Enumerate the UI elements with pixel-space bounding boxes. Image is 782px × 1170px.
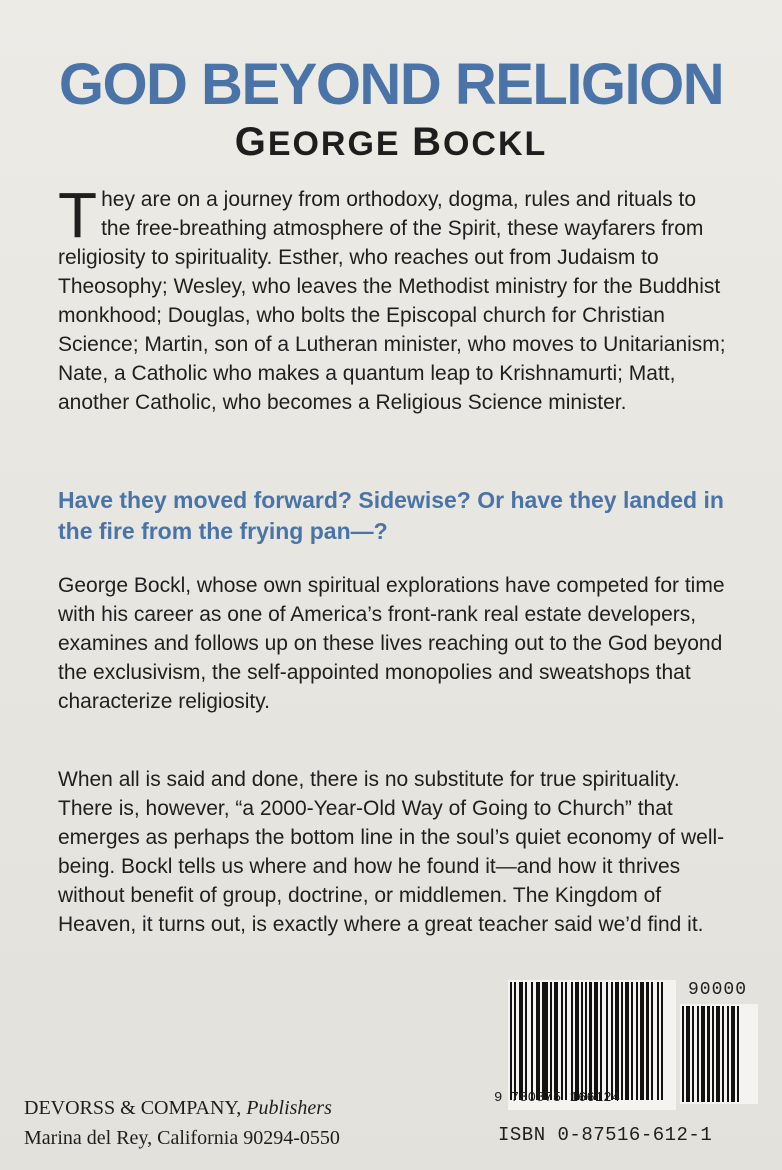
barcode-bar — [682, 1006, 684, 1102]
book-author — [0, 120, 782, 166]
author-initial-first: G — [234, 120, 268, 164]
publisher-role: Publishers — [246, 1097, 332, 1119]
barcode-bar — [731, 1006, 735, 1102]
barcode-bar — [707, 1006, 710, 1102]
publisher-name: DEVORSS & COMPANY, — [24, 1097, 242, 1119]
author-last-rest: OCKL — [442, 125, 548, 163]
blurb-highlight-question: Have they moved forward? Sidewise? Or have they landed in the fire from the frying pan—? — [58, 487, 724, 544]
barcode-bar — [631, 982, 633, 1100]
addon-barcode-bars — [680, 1004, 758, 1104]
barcode-bar — [661, 982, 663, 1100]
barcode-bar — [657, 982, 659, 1100]
barcode-bar — [600, 982, 602, 1100]
barcode-bar — [575, 982, 579, 1100]
blurb-paragraph-3: When all is said and done, there is no substitute for true spirituality. There is, however, “a 2000-Year-Old Way of Going to Church” that emerges as perhaps the bottom line in the soul’s quiet economy of well-being. Bockl tells us where and how he found it—and how it thrives without benefit of group, doctrine, or middlemen. The Kingdom of Heaven, it turns out, is exactly where a great teacher said we’d find it. — [58, 768, 725, 936]
isbn-number: ISBN 0-87516-612-1 — [498, 1124, 713, 1146]
ean-digits: 9 780875 166124 — [494, 1090, 621, 1106]
barcode-bar — [712, 1006, 714, 1102]
barcode-bar — [716, 1006, 720, 1102]
barcode-bar — [531, 982, 533, 1100]
barcode-bar — [686, 1006, 690, 1102]
barcode-bar — [722, 1006, 724, 1102]
barcode-bar — [636, 982, 638, 1100]
barcode-bar — [737, 1006, 739, 1102]
blurb-paragraph-1 — [58, 179, 728, 417]
author-initial-last: B — [412, 120, 443, 164]
barcode-bar — [625, 982, 629, 1100]
barcode-bar — [550, 982, 552, 1100]
barcode-bar — [611, 982, 613, 1100]
barcode-bar — [646, 982, 649, 1100]
barcode-bar — [606, 982, 608, 1100]
barcode-bar — [640, 982, 644, 1100]
barcode-bar — [697, 1006, 699, 1102]
barcode-bar — [542, 982, 548, 1100]
barcode-bar — [536, 982, 540, 1100]
barcode-bar — [519, 982, 523, 1100]
addon-digits: 90000 — [688, 980, 748, 1000]
barcode-bar — [554, 982, 558, 1100]
barcode-bar — [561, 982, 563, 1100]
publisher-location: Marina del Rey, California 90294-0550 — [24, 1127, 340, 1149]
barcode-bar — [525, 982, 527, 1100]
addon-barcode-svg — [680, 1004, 758, 1104]
barcode-bar — [581, 982, 583, 1100]
barcode-bar — [585, 982, 587, 1100]
author-first-rest: EORGE — [267, 125, 401, 163]
book-title: GOD BEYOND RELIGION — [58, 52, 724, 117]
barcode-bar — [589, 982, 592, 1100]
barcode-bar — [651, 982, 653, 1100]
barcode-bar — [727, 1006, 729, 1102]
barcode-bar — [621, 982, 623, 1100]
barcode-bar — [510, 982, 512, 1100]
barcode-bar — [565, 982, 567, 1100]
publisher-imprint — [24, 1093, 340, 1153]
barcode-bar — [514, 982, 516, 1100]
barcode-bar — [571, 982, 573, 1100]
barcode-bar — [594, 982, 598, 1100]
barcode-bar — [701, 1006, 705, 1102]
publisher-line — [24, 1093, 340, 1123]
barcode-bar — [615, 982, 619, 1100]
barcode-bar — [692, 1006, 694, 1102]
blurb-paragraph-1-text: hey are on a journey from orthodoxy, dogma, rules and rituals to the free-breathing atmosphere of the Spirit, these wayfarers from religiosity to spirituality. Esther, who reaches out from Judaism to Theosophy; Wesley, who leaves the Methodist ministry for the Buddhist monkhood; Douglas, who bolts the Episcopal church for Christian Science; Martin, son of a Lutheran minister, who moves to Unitarianism; Nate, a Catholic who makes a quantum leap to Krishnamurti; Matt, another Catholic, who becomes a Religious Science minister. — [58, 188, 726, 414]
drop-cap: T — [58, 179, 98, 251]
blurb-paragraph-2: George Bockl, whose own spiritual explorations have competed for time with his career as one of America’s front-rank real estate developers, examines and follows up on these lives reaching out to the God beyond the exclusivism, the self-appointed monopolies and sweatshops that characterize religiosity. — [58, 574, 725, 713]
